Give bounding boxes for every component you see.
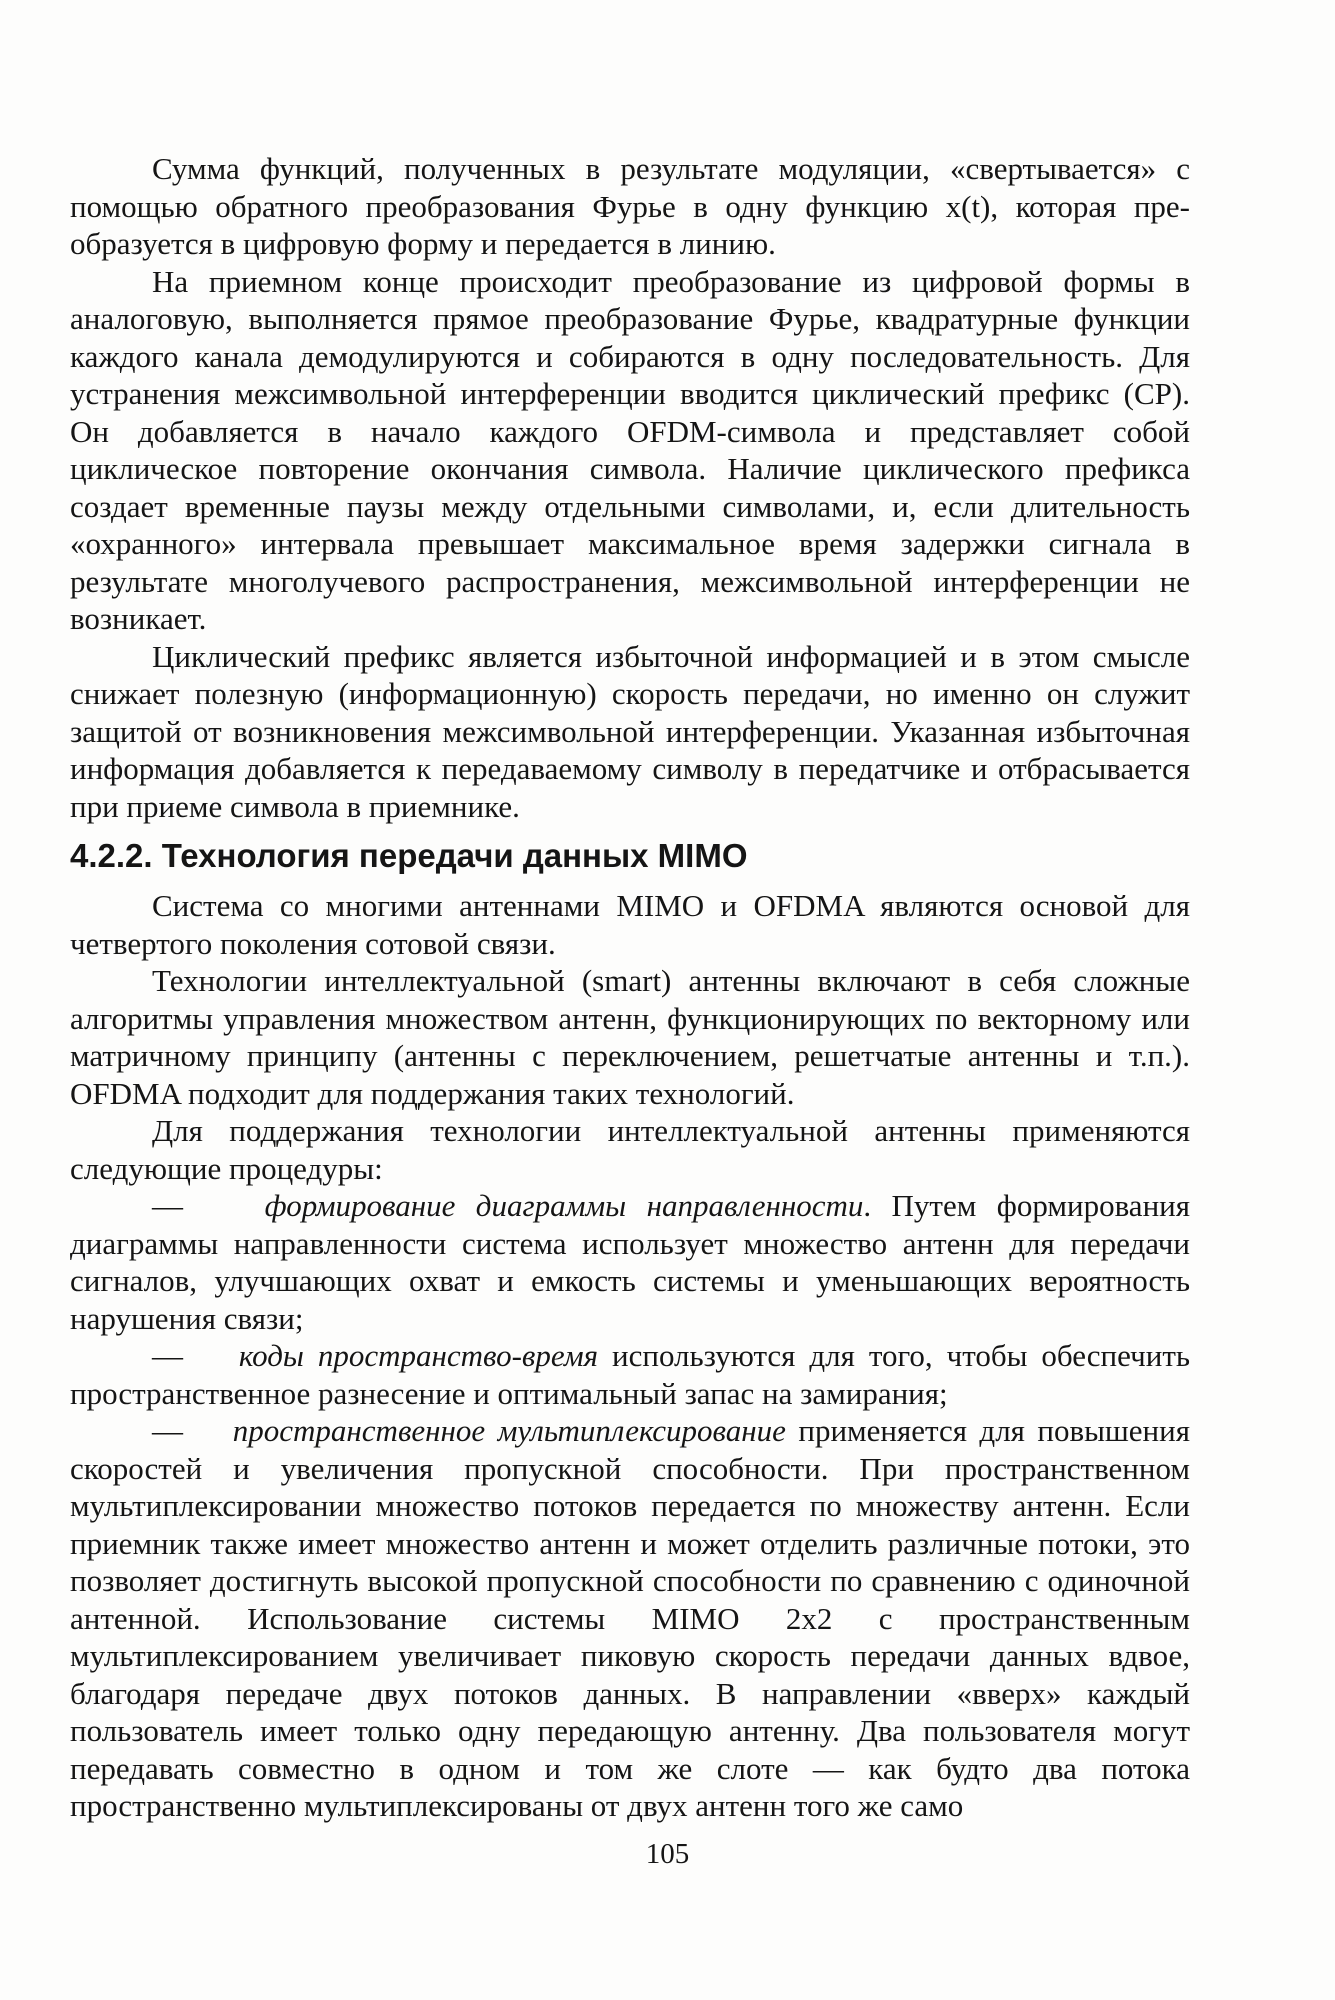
paragraph-mimo-ofdma: Система со многими антеннами MIMO и OFDMA являются основой для четвертого поколения сотовой связи.: [70, 888, 1190, 961]
text-body: [70, 150, 1190, 1825]
list-item-spatial-multiplexing: [70, 1412, 1190, 1825]
list-dash: —: [152, 1338, 183, 1373]
paragraph-smart-antenna: Технологии интеллектуальной (smart) антенны включают в себя сложные алгоритмы управления множеством антенн, функционирующих по векторному или матричному принципу (антенны с переключением, решетчатые антенны и т.п.). OFDMA подходит для поддержания таких технологий.: [70, 963, 1190, 1111]
paragraph-cyclic-prefix: Циклический префикс является избыточной информацией и в этом смысле снижает полезную (информационную) скорость передачи, но именно он служит защитой от возникновения межсимвольной интерференции. Указанная избыточная информация добавляется к передаваемому символу в передатчике и отбрасывается при приеме символа в приемнике.: [70, 638, 1190, 824]
page-number: 105: [645, 1838, 690, 1870]
paragraph-procedures: Для поддержания технологии интеллектуальной антенны применяются следующие процедуры:: [70, 1113, 1190, 1186]
list-text: используются для того, чтобы обеспечить пространственное разнесение и оптимальный запас на замирания;: [70, 1338, 1190, 1411]
list-term: пространственное мультиплексирование: [232, 1413, 786, 1448]
list-term: коды пространство-время: [238, 1338, 599, 1373]
paragraph-ifft: Сумма функций, полученных в результате модуляции, «свертывается» с помощью обратного преобразования Фурье в одну функцию x(t), которая преобразуется в цифровую форму и передается в линию.: [70, 151, 1190, 261]
section-heading: 4.2.2. Технология передачи данных MIMO: [70, 837, 748, 874]
list-dash: —: [152, 1188, 183, 1223]
list-item-space-time-codes: [70, 1337, 1190, 1412]
list-term: формирование диаграммы направленности: [264, 1188, 864, 1223]
list-item-beamforming: [70, 1187, 1190, 1337]
paragraph-receiver: На приемном конце происходит преобразование из цифровой формы в аналоговую, выполняется прямое преобразование Фурье, квадратурные функции каждого канала демодулируются и собираются в одну последовательность. Для устранения межсимвольной интерференции вводится циклический префикс (CP). Он добавляется в начало каждого OFDM-символа и представляет собой циклическое повторение окончания символа. Наличие циклического префикса создает временные паузы между отдельными символами, и, если длительность «охранного» интервала превышает максимальное время задержки сигнала в результате многолучевого распространения, межсимвольной интерференции не возникает.: [70, 263, 1190, 636]
list-dash: —: [152, 1413, 183, 1448]
list-text: применяется для повышения скоростей и увеличения пропускной способности. При пространственном мультиплексировании множество потоков передается по множеству антенн. Если приемник также имеет множество антенн и может отделить различные потоки, это позволяет достигнуть высокой пропускной способности по сравнению с одиночной антенной. Использование системы MIMO 2x2 с пространственным мультиплексированием увеличивает пиковую скорость передачи данных вдвое, благодаря передаче двух потоков данных. В направлении «вверх» каждый пользователь имеет только одну передающую антенну. Два пользователя могут передавать совместно в одном и том же слоте — как будто два потока пространственно мультиплексированы от двух антенн того же само: [70, 1413, 1190, 1823]
list-text: . Путем формирования диаграммы направленности система использует множество антенн для передачи сигналов, улучшающих охват и емкость системы и уменьшающих вероятность нарушения связи;: [70, 1188, 1191, 1336]
